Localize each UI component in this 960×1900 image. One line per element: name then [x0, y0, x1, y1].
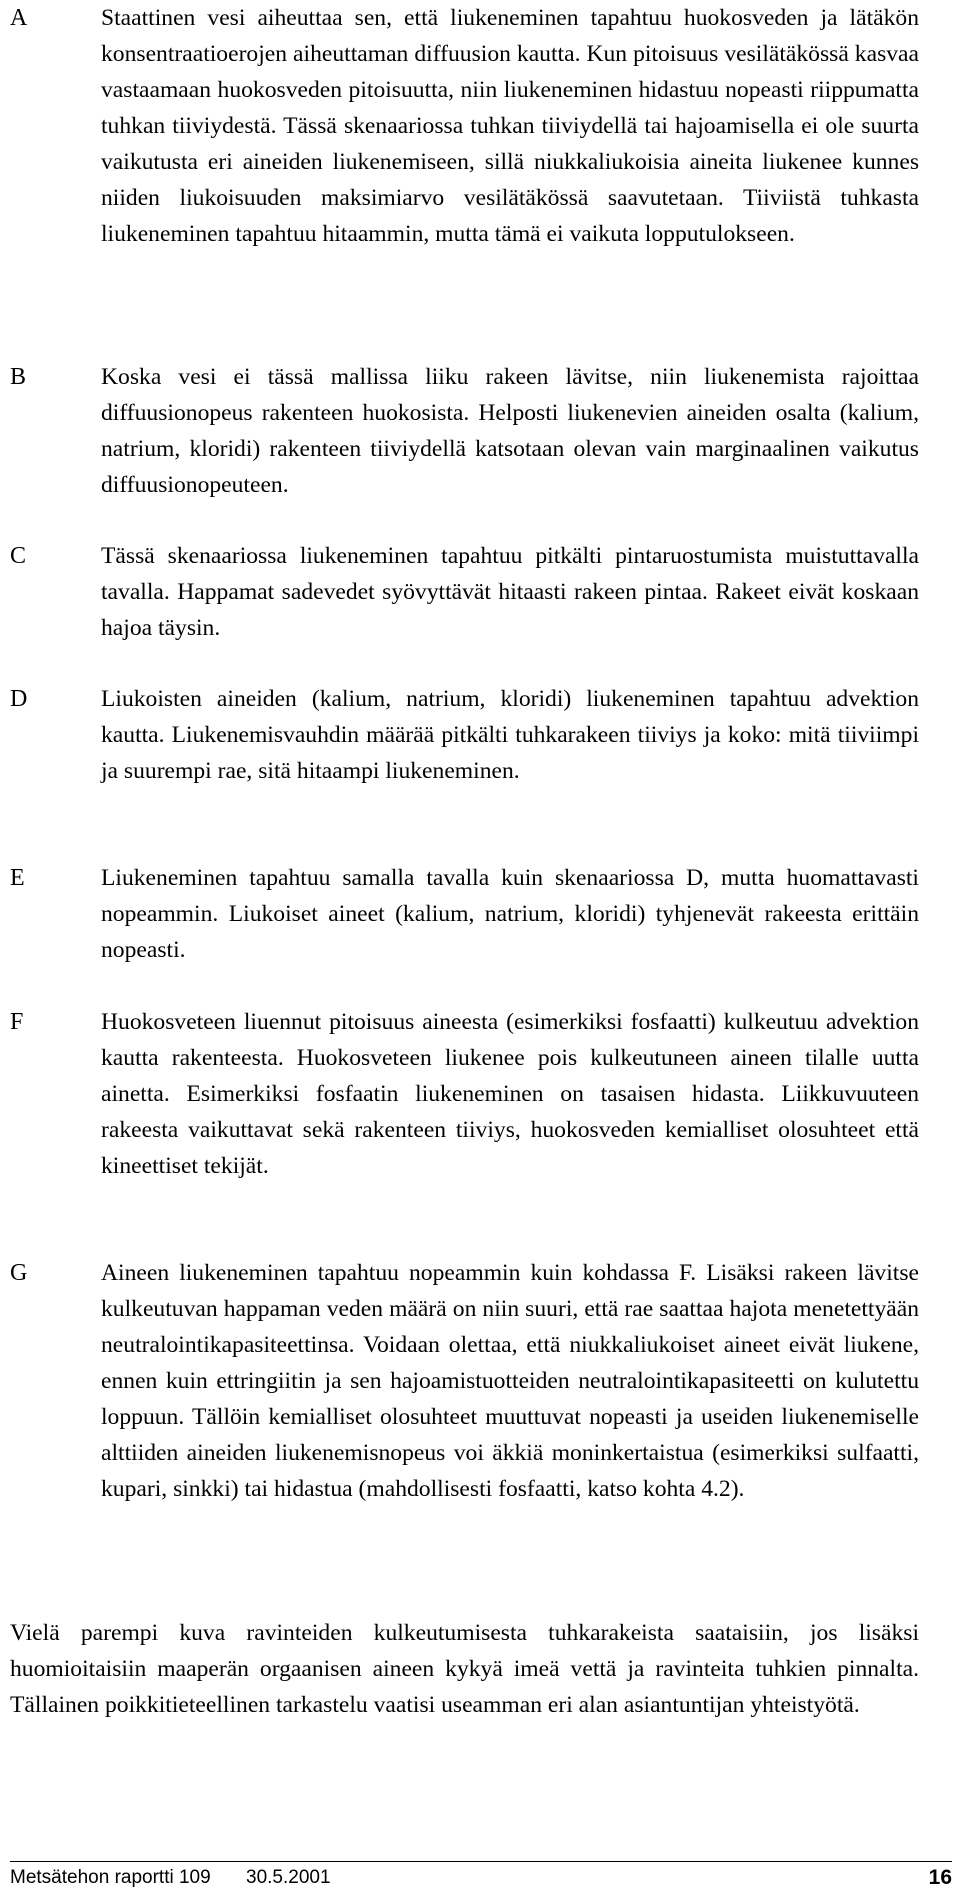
page-footer	[10, 1864, 952, 1892]
scenario-letter: C	[10, 543, 27, 569]
scenario-text: Tässä skenaariossa liukeneminen tapahtuu pitkälti pintaruostumista muistuttavalla tavalla. Happamat sadevedet syövyttävät hitaasti rakeen pintaa. Rakeet eivät koskaan hajoa täysin.	[101, 543, 919, 641]
scenario-letter: D	[10, 686, 28, 712]
footer-date: 30.5.2001	[246, 1867, 331, 1888]
scenario-text: Liukoisten aineiden (kalium, natrium, kloridi) liukeneminen tapahtuu advektion kautta. Liukenemisvauhdin määrää pitkälti tuhkarakeen tiiviys ja koko: mitä tiiviimpi ja suurempi rae, sitä hitaampi liukeneminen.	[101, 686, 919, 784]
scenario-text: Staattinen vesi aiheuttaa sen, että liukeneminen tapahtuu huokosveden ja lätäkön konsentraatioerojen aiheuttaman diffuusion kautta. Kun pitoisuus vesilätäkössä kasvaa vastaamaan huokosveden pitoisuutta, niin liukeneminen hidastuu nopeasti riippumatta tuhkan tiiviydestä. Tässä skenaariossa tuhkan tiiviydellä tai hajoamisella ei ole suurta vaikutusta eri aineiden liukenemiseen, sillä niukkaliukoisia aineita liukenee kunnes niiden liukoisuuden maksimiarvo vesilätäkössä saavutetaan. Tiiviistä tuhkasta liukeneminen tapahtuu hitaammin, mutta tämä ei vaikuta lopputulokseen.	[101, 5, 919, 247]
scenario-letter: F	[10, 1009, 24, 1035]
scenario-text: Aineen liukeneminen tapahtuu nopeammin kuin kohdassa F. Lisäksi rakeen lävitse kulkeutuvan happaman veden määrä on niin suuri, että rae saattaa hajota menetettyään neutralointikapasiteettinsa. Voidaan olettaa, että niukkaliukoiset aineet eivät liukene, ennen kuin ettringiitin ja sen hajoamistuotteiden neutralointikapasiteetti on kulutettu loppuun. Tällöin kemialliset olosuhteet muuttuvat nopeasti ja useiden liukenemiselle alttiiden aineiden liukenemisnopeus voi äkkiä moninkertaistua (esimerkiksi sulfaatti, kupari, sinkki) tai hidastua (mahdollisesti fosfaatti, katso kohta 4.2).	[101, 1260, 919, 1502]
closing-paragraph: Vielä parempi kuva ravinteiden kulkeutumisesta tuhkarakeista saataisiin, jos lisäksi huomioitaisiin maaperän orgaanisen aineen kykyä imeä vettä ja ravinteita tuhkien pinnalta. Tällainen poikkitieteellinen tarkastelu vaatisi useamman eri alan asiantuntijan yhteistyötä.	[10, 1620, 919, 1718]
scenario-letter: A	[10, 5, 28, 31]
scenario-text: Liukeneminen tapahtuu samalla tavalla kuin skenaariossa D, mutta huomattavasti nopeammin. Liukoiset aineet (kalium, natrium, kloridi) tyhjenevät rakeesta erittäin nopeasti.	[101, 865, 919, 963]
scenario-text: Koska vesi ei tässä mallissa liiku rakeen lävitse, niin liukenemista rajoittaa diffuusionopeus rakenteen huokosista. Helposti liukenevien aineiden osalta (kalium, natrium, kloridi) rakenteen tiiviydellä katsotaan olevan vain marginaalinen vaikutus diffuusionopeuteen.	[101, 364, 919, 498]
scenario-text: Huokosveteen liuennut pitoisuus aineesta (esimerkiksi fosfaatti) kulkeutuu advektion kautta rakenteesta. Huokosveteen liukenee pois kulkeutuneen aineen tilalle uutta ainetta. Esimerkiksi fosfaatin liukeneminen on tasaisen hidasta. Liikkuvuuteen rakeesta vaikuttavat sekä rakenteen tiiviys, huokosveden kemialliset olosuhteet että kineettiset tekijät.	[101, 1009, 919, 1179]
scenario-letter: G	[10, 1260, 28, 1286]
footer-report-title: Metsätehon raportti 109	[10, 1867, 211, 1888]
scenario-letter: E	[10, 865, 25, 891]
footer-divider	[10, 1861, 952, 1862]
scenario-letter: B	[10, 364, 27, 390]
page-number: 16	[928, 1866, 952, 1889]
